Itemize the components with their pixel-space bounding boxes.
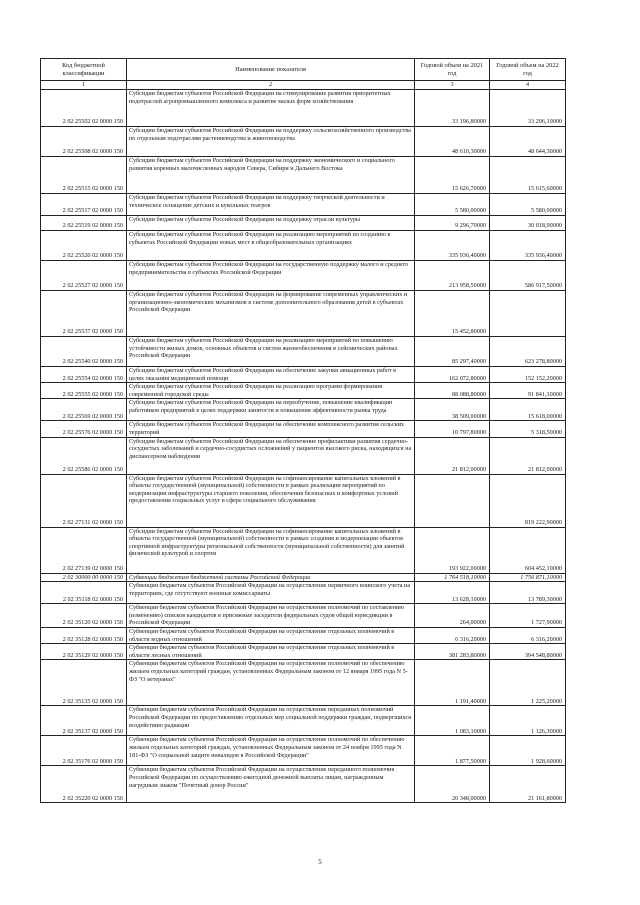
row-code: 2 02 35135 02 0000 150 bbox=[41, 660, 127, 706]
table-row bbox=[41, 216, 566, 231]
row-value-2021: 193 922,00000 bbox=[415, 527, 490, 573]
row-name: Субвенции бюджетам субъектов Российской Федерации на осуществление полномочий по обеспечению жильем отдельных категорий граждан, установленных Федеральным законом от 24 ноября 1995 года N 181-ФЗ "О социальной защите инвалидов в Российской Федерации" bbox=[127, 736, 415, 766]
row-value-2022: 5 580,00000 bbox=[490, 194, 566, 216]
row-code: 2 02 35120 02 0000 150 bbox=[41, 604, 127, 628]
row-value-2021: 335 936,40000 bbox=[415, 231, 490, 261]
row-name: Субвенции бюджетам субъектов Российской Федерации на осуществление переданного полномочия Российской Федерации по осуществлению ежегодной денежной выплаты лицам, награжденным нагрудным знаком "Почетный донор России" bbox=[127, 766, 415, 803]
row-value-2022: 604 452,10000 bbox=[490, 527, 566, 573]
row-name: Субвенции бюджетам субъектов Российской Федерации на осуществление полномочий по составлению (изменению) списков кандидатов в присяжные заседатели федеральных судов общей юрисдикции в Российской Федерации bbox=[127, 604, 415, 628]
column-number-row bbox=[41, 81, 566, 90]
row-name: Субсидии бюджетам субъектов Российской Федерации на обеспечение комплексного развития сельских территорий bbox=[127, 421, 415, 437]
row-name: Субсидии бюджетам субъектов Российской Федерации на реализацию программ формирования современной городской среды bbox=[127, 383, 415, 399]
row-name: Субсидии бюджетам субъектов Российской Федерации на реализацию мероприятий по повышению устойчивости жилых домов, основных объектов и систем жизнеобеспечения в сейсмических районах Российской Федерации bbox=[127, 337, 415, 367]
table-row bbox=[41, 627, 566, 643]
row-value-2021: 15 452,80000 bbox=[415, 291, 490, 337]
row-value-2022: 30 018,90000 bbox=[490, 216, 566, 231]
header-2021: Годовой объем на 2021 год bbox=[415, 59, 490, 81]
row-code: 2 02 25554 02 0000 150 bbox=[41, 367, 127, 383]
table-row bbox=[41, 337, 566, 367]
row-code: 2 02 25576 02 0000 150 bbox=[41, 421, 127, 437]
row-code: 2 02 25540 02 0000 150 bbox=[41, 337, 127, 367]
row-code: 2 02 35220 02 0000 150 bbox=[41, 766, 127, 803]
row-value-2021: 1 191,40000 bbox=[415, 660, 490, 706]
row-code: 2 02 25537 02 0000 150 bbox=[41, 291, 127, 337]
row-value-2022: 335 936,40000 bbox=[490, 231, 566, 261]
header-2022: Годовой объем на 2022 год bbox=[490, 59, 566, 81]
table-row bbox=[41, 127, 566, 157]
table-row bbox=[41, 527, 566, 573]
row-name: Субсидии бюджетам субъектов Российской Федерации на софинансирование капитальных вложений в объекты государственной (муниципальной) собственности в рамках создания и модернизации объектов спортивной инфраструктуры региональной собственности (муниципальной собственности) для занятий физической культурой и спортом bbox=[127, 527, 415, 573]
row-code: 2 02 25520 02 0000 150 bbox=[41, 231, 127, 261]
row-code: 2 02 35137 02 0000 150 bbox=[41, 706, 127, 736]
table-row bbox=[41, 399, 566, 421]
row-code: 2 02 25527 02 0000 150 bbox=[41, 261, 127, 291]
row-value-2022: 152 152,20000 bbox=[490, 367, 566, 383]
row-name: Субвенции бюджетам субъектов Российской Федерации на осуществление полномочий по обеспечению жильем отдельных категорий граждан, установленных Федеральным законом от 12 января 1995 года N 5-ФЗ "О ветеранах" bbox=[127, 660, 415, 706]
row-value-2022: 1 727,90000 bbox=[490, 604, 566, 628]
row-code: 2 02 35118 02 0000 150 bbox=[41, 582, 127, 604]
row-code: 2 02 35176 02 0000 150 bbox=[41, 736, 127, 766]
table-row bbox=[41, 573, 566, 582]
table-row bbox=[41, 706, 566, 736]
page-number: 5 bbox=[318, 858, 322, 866]
row-value-2021: 48 610,30000 bbox=[415, 127, 490, 157]
row-value-2022: 394 548,80000 bbox=[490, 644, 566, 660]
row-code: 2 02 25515 02 0000 150 bbox=[41, 157, 127, 194]
row-name: Субсидии бюджетам субъектов Российской Федерации на обеспечение закупки авиационных работ в целях оказания медицинской помощи bbox=[127, 367, 415, 383]
row-value-2022 bbox=[490, 291, 566, 337]
row-value-2022: 15 615,60000 bbox=[490, 157, 566, 194]
header-code: Код бюджетной классификации bbox=[41, 59, 127, 81]
table-row bbox=[41, 421, 566, 437]
row-name: Субсидии бюджетам субъектов Российской Федерации на поддержку отрасли культуры bbox=[127, 216, 415, 231]
table-row bbox=[41, 736, 566, 766]
row-name: Субвенции бюджетам субъектов Российской Федерации на осуществление переданных полномочий Российской Федерации по предоставлению отдельных мер социальной поддержки граждан, подвергшихся воздействию радиации bbox=[127, 706, 415, 736]
row-value-2021: 213 958,50000 bbox=[415, 261, 490, 291]
row-value-2021: 6 316,20000 bbox=[415, 627, 490, 643]
row-code: 2 02 35129 02 0000 150 bbox=[41, 644, 127, 660]
row-value-2022: 5 318,50000 bbox=[490, 421, 566, 437]
table-header-row bbox=[41, 59, 566, 81]
row-value-2021: 9 296,70000 bbox=[415, 216, 490, 231]
row-value-2021: 1 764 518,10000 bbox=[415, 573, 490, 582]
budget-table bbox=[40, 58, 566, 803]
row-value-2021: 21 812,00000 bbox=[415, 437, 490, 474]
row-value-2022: 21 812,00000 bbox=[490, 437, 566, 474]
table-row bbox=[41, 582, 566, 604]
row-value-2022: 623 278,80000 bbox=[490, 337, 566, 367]
row-value-2022: 1 225,20000 bbox=[490, 660, 566, 706]
row-name: Субсидии бюджетам субъектов Российской Федерации на реализацию мероприятий по созданию в субъектах Российской Федерации новых мест в общеобразовательных организациях bbox=[127, 231, 415, 261]
table-row bbox=[41, 660, 566, 706]
header-name: Наименование показателя bbox=[127, 59, 415, 81]
row-name: Субвенции бюджетам субъектов Российской Федерации на осуществление отдельных полномочий в области водных отношений bbox=[127, 627, 415, 643]
row-name: Субсидии бюджетам субъектов Российской Федерации на софинансирование капитальных вложений в объекты государственной (муниципальной) собственности в рамках реализации мероприятий по модернизации инфраструктуры старшего поколения, обеспечения безопасных и комфортных условий предоставления социальных услуг в сфере социального обслуживания bbox=[127, 474, 415, 527]
row-value-2022: 48 644,30000 bbox=[490, 127, 566, 157]
row-value-2021: 1 877,50000 bbox=[415, 736, 490, 766]
column-number: 2 bbox=[127, 81, 415, 90]
table-row bbox=[41, 194, 566, 216]
row-value-2022: 1 126,30000 bbox=[490, 706, 566, 736]
table-row bbox=[41, 383, 566, 399]
table-row bbox=[41, 437, 566, 474]
row-value-2021: 264,00000 bbox=[415, 604, 490, 628]
row-code: 2 02 30000 00 0000 150 bbox=[41, 573, 127, 582]
row-value-2022: 21 161,80000 bbox=[490, 766, 566, 803]
row-name: Субвенции бюджетам бюджетной системы Российской Федерации bbox=[127, 573, 415, 582]
row-code: 2 02 25555 02 0000 150 bbox=[41, 383, 127, 399]
row-value-2021: 33 196,80000 bbox=[415, 90, 490, 127]
row-name: Субсидии бюджетам субъектов Российской Федерации на поддержку экономического и социального развития коренных малочисленных народов Севера, Сибири и Дальнего Востока bbox=[127, 157, 415, 194]
row-value-2022: 15 618,00000 bbox=[490, 399, 566, 421]
row-name: Субсидии бюджетам субъектов Российской Федерации на государственную поддержку малого и среднего предпринимательства в субъектах Российской Федерации bbox=[127, 261, 415, 291]
row-name: Субсидии бюджетам субъектов Российской Федерации на переобучение, повышение квалификации работников предприятий в целях поддержки занятости и повышения эффективности рынка труда bbox=[127, 399, 415, 421]
row-value-2021: 5 580,00000 bbox=[415, 194, 490, 216]
row-value-2021: 10 797,80000 bbox=[415, 421, 490, 437]
row-value-2021: 20 348,00000 bbox=[415, 766, 490, 803]
row-name: Субсидии бюджетам субъектов Российской Федерации на формирование современных управленческих и организационно-экономических механизмов в системе дополнительного образования детей в субъектах Российской Федерации bbox=[127, 291, 415, 337]
row-name: Субсидии бюджетам субъектов Российской Федерации на поддержку творческой деятельности и техническое оснащение детских и кукольных театров bbox=[127, 194, 415, 216]
row-name: Субвенции бюджетам субъектов Российской Федерации на осуществление отдельных полномочий в области лесных отношений bbox=[127, 644, 415, 660]
row-value-2022: 91 841,10000 bbox=[490, 383, 566, 399]
table-row bbox=[41, 766, 566, 803]
column-number: 4 bbox=[490, 81, 566, 90]
row-code: 2 02 25502 02 0000 150 bbox=[41, 90, 127, 127]
row-name: Субсидии бюджетам субъектов Российской Федерации на обеспечение профилактики развития сердечно-сосудистых заболеваний и сердечно-сосудистых осложнений у пациентов высокого риска, находящихся на диспансерном наблюдении bbox=[127, 437, 415, 474]
row-value-2021 bbox=[415, 474, 490, 527]
row-value-2022: 1 756 871,10000 bbox=[490, 573, 566, 582]
row-value-2022: 1 928,60000 bbox=[490, 736, 566, 766]
row-code: 2 02 25517 02 0000 150 bbox=[41, 194, 127, 216]
row-value-2021: 85 297,40000 bbox=[415, 337, 490, 367]
table-row bbox=[41, 157, 566, 194]
row-value-2021: 1 083,10000 bbox=[415, 706, 490, 736]
table-row bbox=[41, 90, 566, 127]
row-value-2022: 819 222,90000 bbox=[490, 474, 566, 527]
table-row bbox=[41, 474, 566, 527]
row-name: Субсидии бюджетам субъектов Российской Федерации на стимулирование развития приоритетных подотраслей агропромышленного комплекса и развитие малых форм хозяйствования bbox=[127, 90, 415, 127]
row-code: 2 02 27139 02 0000 150 bbox=[41, 527, 127, 573]
row-code: 2 02 27131 02 0000 150 bbox=[41, 474, 127, 527]
row-value-2022: 13 789,30000 bbox=[490, 582, 566, 604]
row-value-2021: 13 628,10000 bbox=[415, 582, 490, 604]
row-value-2022: 6 316,20000 bbox=[490, 627, 566, 643]
row-value-2022: 33 296,10000 bbox=[490, 90, 566, 127]
row-value-2021: 15 626,70000 bbox=[415, 157, 490, 194]
row-code: 2 02 25586 02 0000 150 bbox=[41, 437, 127, 474]
row-value-2022: 586 917,50000 bbox=[490, 261, 566, 291]
row-code: 2 02 35128 02 0000 150 bbox=[41, 627, 127, 643]
row-value-2021: 88 088,80000 bbox=[415, 383, 490, 399]
table-row bbox=[41, 291, 566, 337]
row-name: Субсидии бюджетам субъектов Российской Федерации на поддержку сельскохозяйственного производства по отдельным подотраслям растениеводства и животноводства bbox=[127, 127, 415, 157]
table-row bbox=[41, 604, 566, 628]
column-number: 3 bbox=[415, 81, 490, 90]
row-value-2021: 38 509,00000 bbox=[415, 399, 490, 421]
row-code: 2 02 25569 02 0000 150 bbox=[41, 399, 127, 421]
table-row bbox=[41, 231, 566, 261]
row-code: 2 02 25508 02 0000 150 bbox=[41, 127, 127, 157]
table-row bbox=[41, 261, 566, 291]
table-row bbox=[41, 644, 566, 660]
column-number: 1 bbox=[41, 81, 127, 90]
row-name: Субвенции бюджетам субъектов Российской Федерации на осуществление первичного воинского учета на территориях, где отсутствуют военные комиссариаты bbox=[127, 582, 415, 604]
table-row bbox=[41, 367, 566, 383]
row-code: 2 02 25519 02 0000 150 bbox=[41, 216, 127, 231]
row-value-2021: 162 072,80000 bbox=[415, 367, 490, 383]
row-value-2021: 381 283,80000 bbox=[415, 644, 490, 660]
